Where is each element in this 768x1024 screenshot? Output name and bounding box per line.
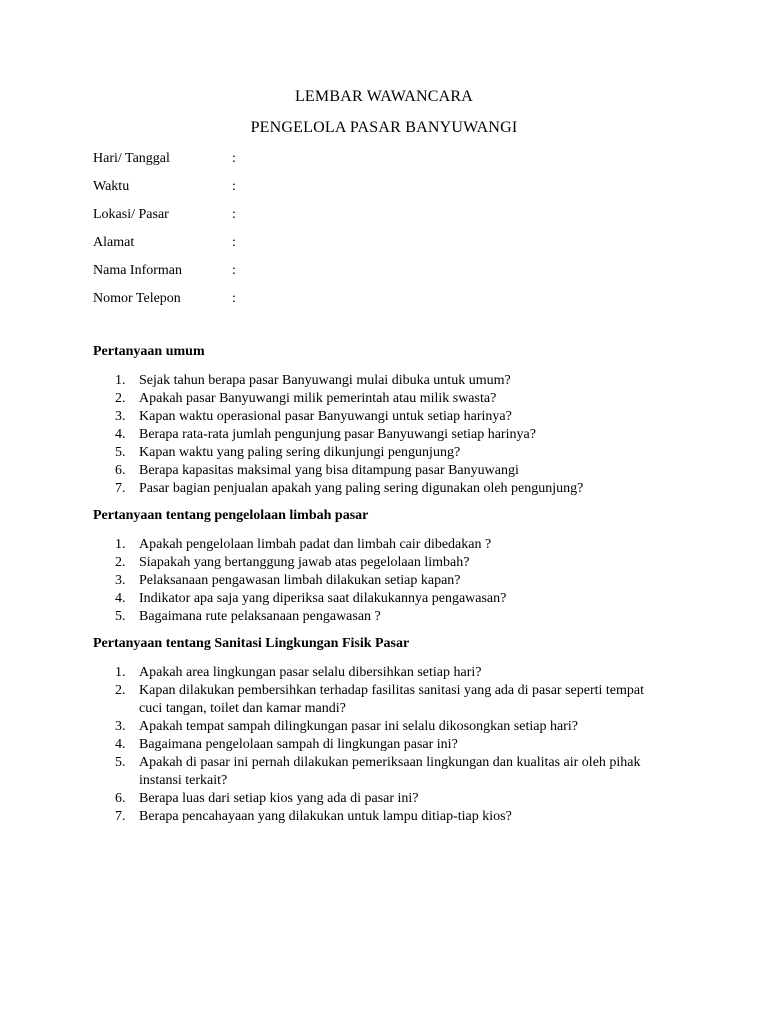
question-number: 5. (115, 755, 126, 770)
question-number: 4. (115, 591, 126, 606)
question-number: 1. (115, 373, 126, 388)
section-title-limbah: Pertanyaan tentang pengelolaan limbah pasar (93, 508, 369, 523)
question-text: Apakah di pasar ini pernah dilakukan pemeriksaan lingkungan dan kualitas air oleh pihak instansi terkait? (139, 755, 641, 788)
question-number: 4. (115, 427, 126, 442)
question-number: 1. (115, 537, 126, 552)
question-text: Kapan waktu operasional pasar Banyuwangi untuk setiap harinya? (139, 409, 512, 424)
question-item (0, 718, 660, 736)
question-text: Apakah pasar Banyuwangi milik pemerintah atau milik swasta? (139, 391, 497, 406)
field-separator: : (232, 291, 236, 306)
field-label: Lokasi/ Pasar (93, 207, 169, 222)
question-item (0, 536, 660, 554)
question-item (0, 608, 660, 626)
field-label: Nomor Telepon (93, 291, 181, 306)
question-text: Berapa kapasitas maksimal yang bisa ditampung pasar Banyuwangi (139, 463, 519, 478)
document-subtitle: PENGELOLA PASAR BANYUWANGI (250, 119, 518, 136)
section-title-sanitasi: Pertanyaan tentang Sanitasi Lingkungan Fisik Pasar (93, 636, 410, 651)
field-separator: : (232, 263, 236, 278)
question-item (0, 790, 660, 808)
question-text: Apakah tempat sampah dilingkungan pasar ini selalu dikosongkan setiap hari? (139, 719, 578, 734)
question-text: Kapan dilakukan pembersihkan terhadap fasilitas sanitasi yang ada di pasar seperti tempat cuci tangan, toilet dan kamar mandi? (139, 683, 644, 716)
field-separator: : (232, 179, 236, 194)
question-item (0, 372, 660, 390)
field-separator: : (232, 235, 236, 250)
question-number: 7. (115, 481, 126, 496)
question-item (0, 462, 660, 480)
question-text: Apakah pengelolaan limbah padat dan limbah cair dibedakan ? (139, 537, 492, 552)
question-list-sanitasi (0, 664, 660, 826)
question-item (0, 572, 660, 590)
question-number: 6. (115, 791, 126, 806)
question-text: Pelaksanaan pengawasan limbah dilakukan setiap kapan? (139, 573, 461, 588)
field-separator: : (232, 207, 236, 222)
question-number: 2. (115, 555, 126, 570)
question-number: 5. (115, 609, 126, 624)
question-item (0, 554, 660, 572)
question-text: Indikator apa saja yang diperiksa saat dilakukannya pengawasan? (139, 591, 507, 606)
question-text: Siapakah yang bertanggung jawab atas pegelolaan limbah? (139, 555, 470, 570)
question-text: Sejak tahun berapa pasar Banyuwangi mulai dibuka untuk umum? (139, 373, 511, 388)
field-label: Waktu (93, 179, 130, 194)
question-number: 3. (115, 719, 126, 734)
question-number: 4. (115, 737, 126, 752)
question-item (0, 390, 660, 408)
question-item (0, 408, 660, 426)
question-item (0, 754, 660, 790)
question-text: Berapa luas dari setiap kios yang ada di pasar ini? (139, 791, 419, 806)
question-text: Bagaimana pengelolaan sampah di lingkungan pasar ini? (139, 737, 458, 752)
question-text: Bagaimana rute pelaksanaan pengawasan ? (139, 609, 381, 624)
question-item (0, 808, 660, 826)
field-label: Nama Informan (93, 263, 183, 278)
question-number: 7. (115, 809, 126, 824)
question-item (0, 664, 660, 682)
question-text: Pasar bagian penjualan apakah yang paling sering digunakan oleh pengunjung? (139, 481, 584, 496)
field-separator: : (232, 151, 236, 166)
question-number: 1. (115, 665, 126, 680)
question-item (0, 682, 660, 718)
field-label: Hari/ Tanggal (93, 151, 170, 166)
question-number: 3. (115, 573, 126, 588)
question-text: Apakah area lingkungan pasar selalu dibersihkan setiap hari? (139, 665, 482, 680)
question-list-umum (0, 372, 660, 498)
field-label: Alamat (93, 235, 135, 250)
question-text: Kapan waktu yang paling sering dikunjungi pengunjung? (139, 445, 461, 460)
question-item (0, 444, 660, 462)
question-number: 3. (115, 409, 126, 424)
question-number: 2. (115, 391, 126, 406)
question-item (0, 736, 660, 754)
question-number: 2. (115, 683, 126, 698)
question-list-limbah (0, 536, 660, 626)
question-text: Berapa pencahayaan yang dilakukan untuk lampu ditiap-tiap kios? (139, 809, 512, 824)
document-title: LEMBAR WAWANCARA (294, 88, 474, 105)
question-item (0, 426, 660, 444)
question-number: 6. (115, 463, 126, 478)
section-title-umum: Pertanyaan umum (93, 344, 205, 359)
question-item (0, 480, 660, 498)
question-item (0, 590, 660, 608)
question-text: Berapa rata-rata jumlah pengunjung pasar Banyuwangi setiap harinya? (139, 427, 536, 442)
question-number: 5. (115, 445, 126, 460)
